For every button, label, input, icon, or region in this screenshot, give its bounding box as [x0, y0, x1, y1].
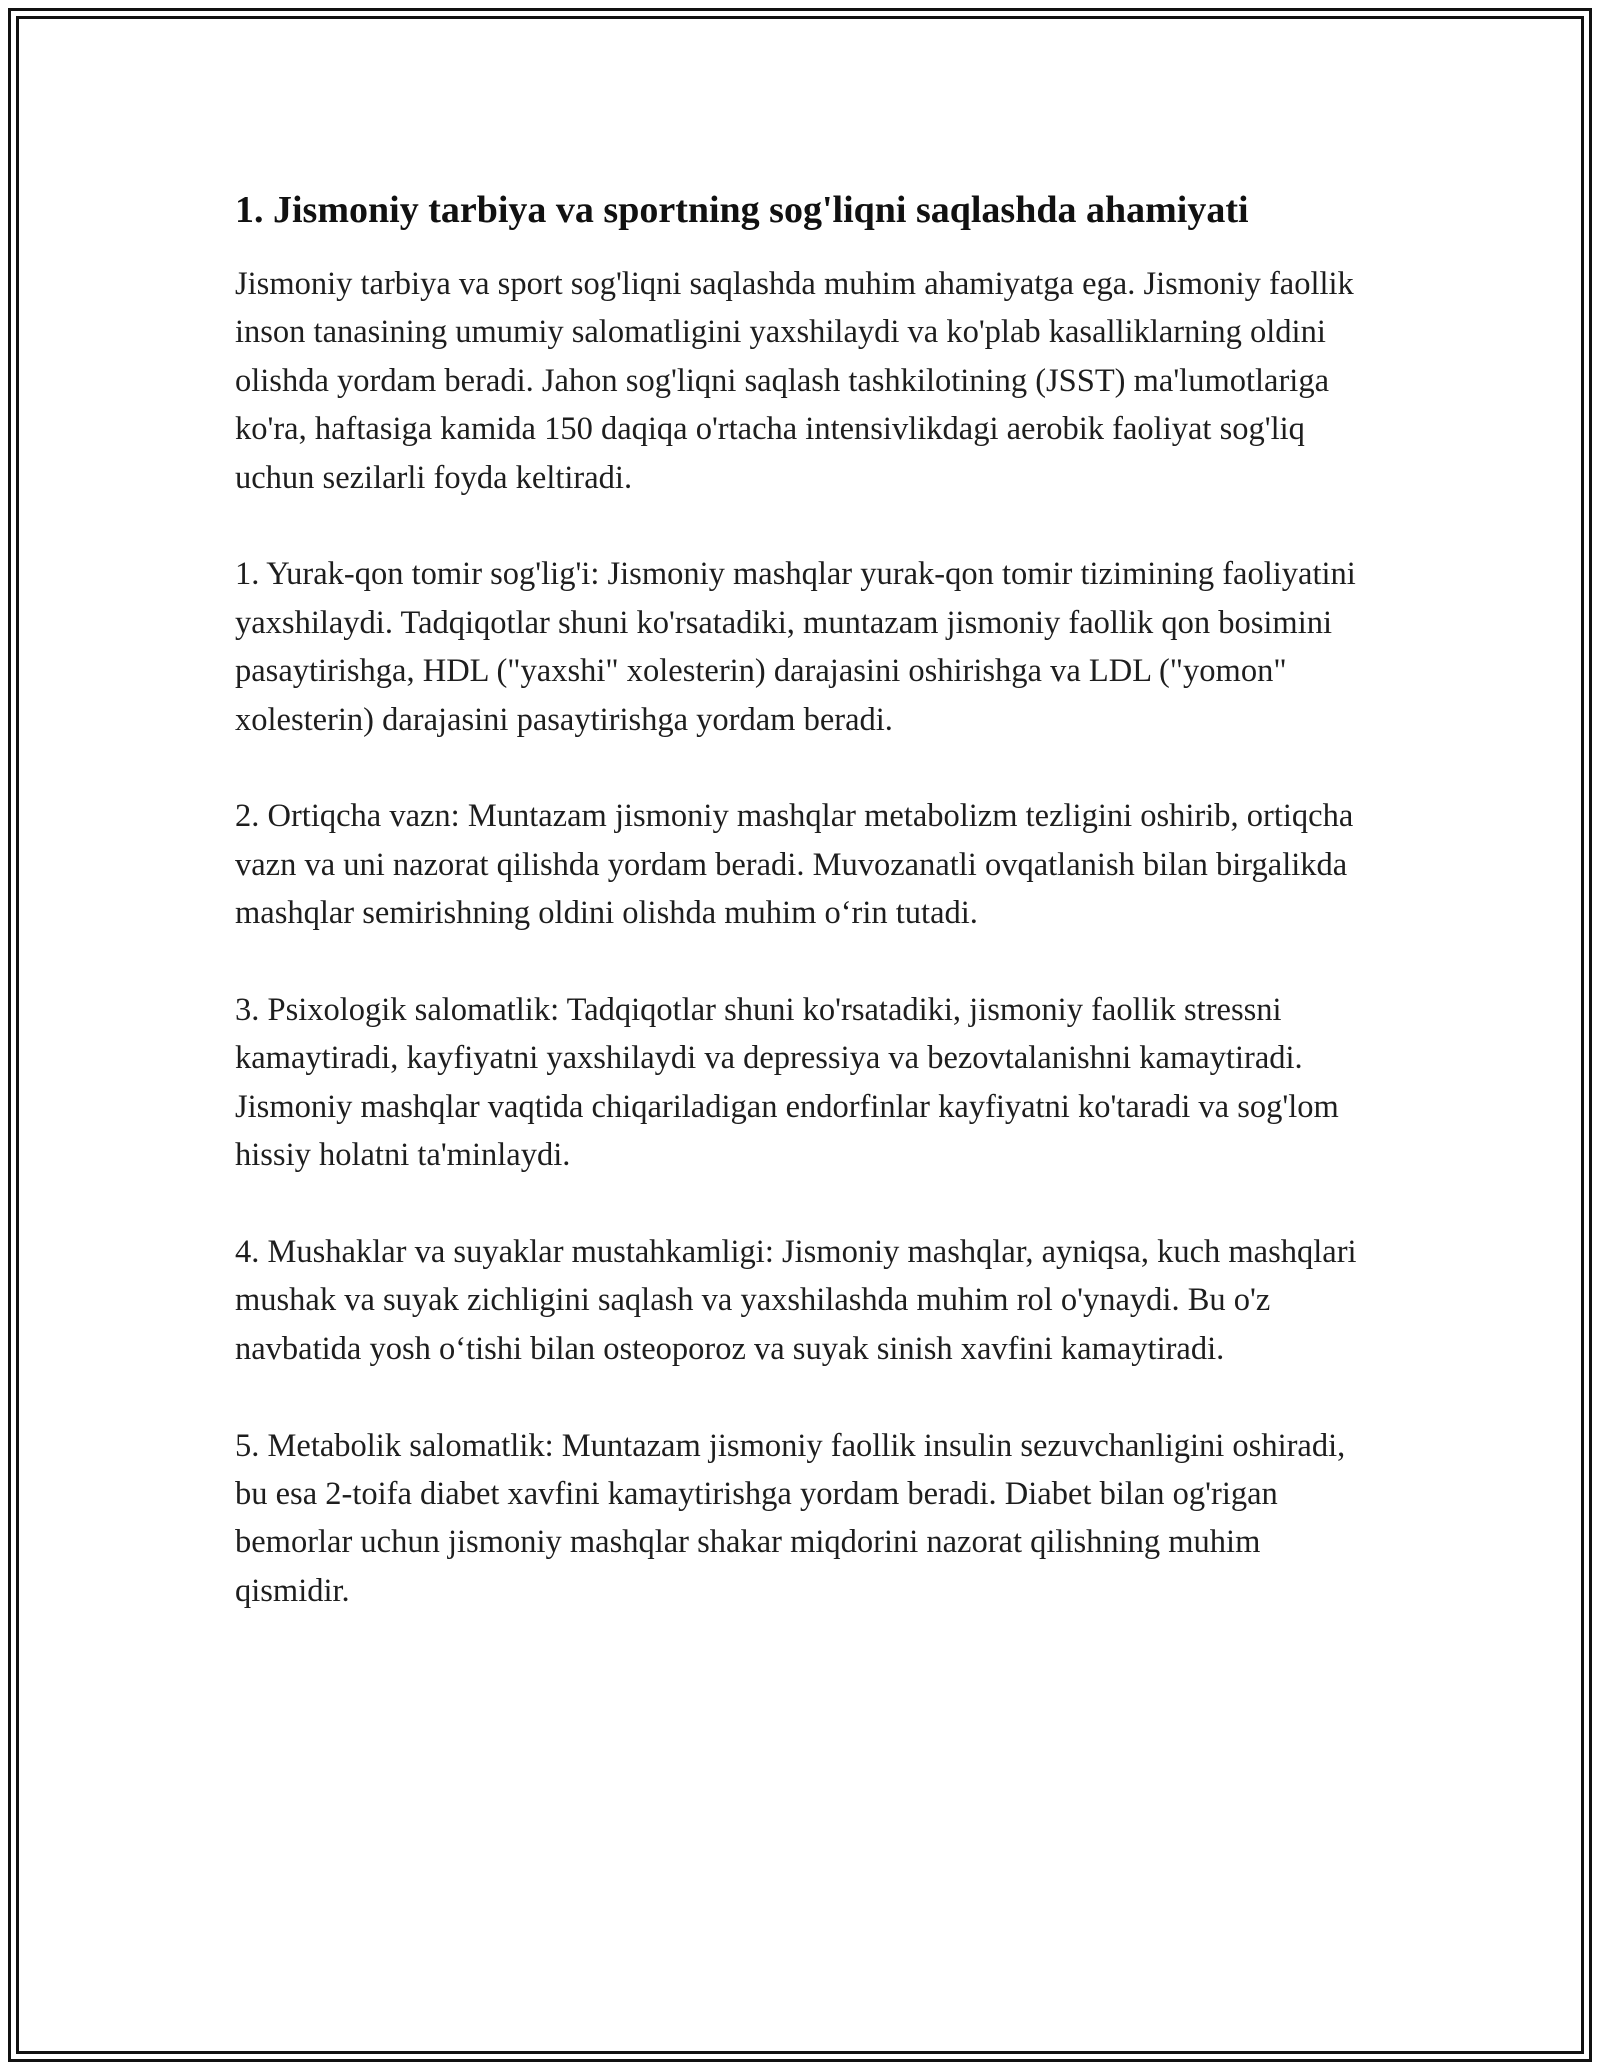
paragraph-muscle-bone-strength: 4. Mushaklar va suyaklar mustahkamligi: Jismoniy mashqlar, ayniqsa, kuch mashqlari mushak va suyak zichligini saqlash va yaxshilashda muhim rol o'ynaydi. Bu o'z navbatida yosh o‘tishi bilan osteoporoz va suyak sinish xavfini kamaytiradi. — [235, 1234, 1357, 1367]
section-heading: 1. Jismoniy tarbiya va sportning sog'liqni saqlashda ahamiyati — [235, 189, 1249, 231]
paragraph-excess-weight: 2. Ortiqcha vazn: Muntazam jismoniy mashqlar metabolizm tezligini oshirib, ortiqcha vazn va uni nazorat qilishda yordam beradi. Muvozanatli ovqatlanish bilan birgalikda mashqlar semirishning oldini olishda muhim o‘rin tutadi. — [235, 798, 1354, 932]
document-body — [235, 186, 1375, 1664]
paragraph-cardiovascular-health: 1. Yurak-qon tomir sog'lig'i: Jismoniy mashqlar yurak-qon tomir tizimining faoliyatini yaxshilaydi. Tadqiqotlar shuni ko'rsatadiki, muntazam jismoniy faollik qon bosimini pasaytirishga, HDL ("yaxshi" xolesterin) darajasini oshirishga va LDL ("yomon" xolesterin) darajasini pasaytirishga yordam beradi. — [235, 556, 1356, 738]
intro-paragraph: Jismoniy tarbiya va sport sog'liqni saqlashda muhim ahamiyatga ega. Jismoniy faollik inson tanasining umumiy salomatligini yaxshilaydi va ko'plab kasalliklarning oldini olishda yordam beradi. Jahon sog'liqni saqlash tashkilotining (JSST) ma'lumotlariga ko'ra, haftasiga kamida 150 daqiqa o'rtacha intensivlikdagi aerobik faoliyat sog'liq uchun sezilarli foyda keltiradi. — [235, 266, 1354, 496]
paragraph-metabolic-health: 5. Metabolik salomatlik: Muntazam jismoniy faollik insulin sezuvchanligini oshiradi, bu esa 2-toifa diabet xavfini kamaytirishga yordam beradi. Diabet bilan og'rigan bemorlar uchun jismoniy mashqlar shakar miqdorini nazorat qilishning muhim qismidir. — [235, 1427, 1346, 1609]
paragraph-psychological-health: 3. Psixologik salomatlik: Tadqiqotlar shuni ko'rsatadiki, jismoniy faollik stressni kamaytiradi, kayfiyatni yaxshilaydi va depressiya va bezovtalanishni kamaytiradi. Jismoniy mashqlar vaqtida chiqariladigan endorfinlar kayfiyatni ko'taradi va sog'lom hissiy holatni ta'minlaydi. — [235, 992, 1339, 1174]
